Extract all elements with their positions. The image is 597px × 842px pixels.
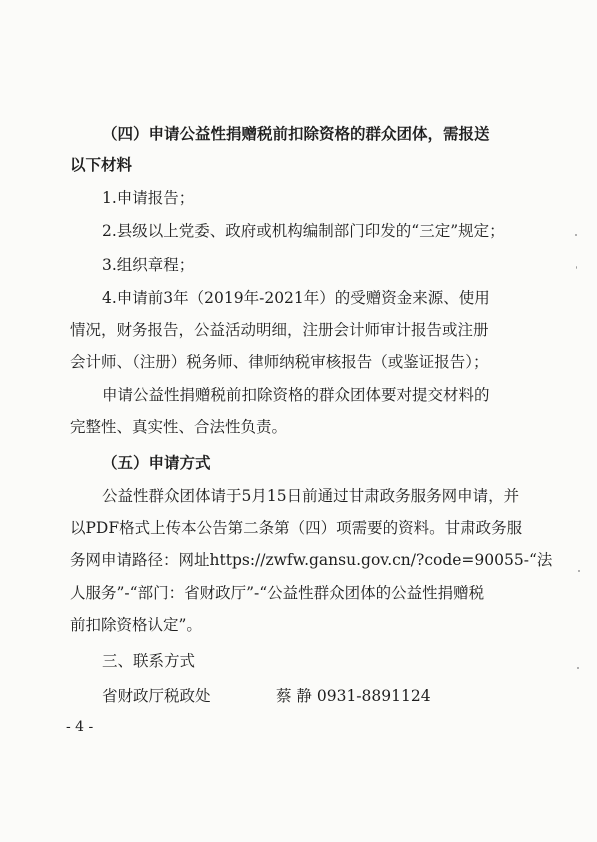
list-item: 4.申请前3年（2019年-2021年）的受赠资金来源、使用 (102, 289, 490, 307)
list-item-continuation: 情况，财务报告，公益活动明细，注册会计师审计报告或注册 (70, 321, 489, 339)
section4-heading-line2: 以下材料 (70, 155, 133, 174)
section3-heading: 三、联系方式 (102, 652, 196, 670)
scan-speck (576, 266, 577, 269)
section5-heading: （五）申请方式 (102, 453, 211, 472)
section5-paragraph: 务网申请路径：网址https://zwfw.gansu.gov.cn/?code=90055-“法 (70, 551, 553, 569)
scan-speck (578, 570, 580, 572)
scan-speck (577, 667, 579, 669)
page-number: - 4 - (66, 719, 94, 735)
list-item: 1.申请报告； (102, 189, 195, 207)
responsibility-text: 申请公益性捐赠税前扣除资格的群众团体要对提交材料的 (102, 386, 490, 404)
section5-paragraph: 人服务”-“部门：省财政厅”-“公益性群众团体的公益性捐赠税 (70, 584, 485, 602)
section5-paragraph: 前扣除资格认定”。 (70, 616, 202, 634)
list-item: 2.县级以上党委、政府或机构编制部门印发的“三定”规定； (102, 222, 505, 240)
list-item: 3.组织章程； (102, 256, 195, 274)
scan-speck (575, 234, 577, 236)
section5-paragraph: 公益性群众团体请于5月15日前通过甘肃政务服务网申请，并 (102, 487, 520, 505)
section5-paragraph: 以PDF格式上传本公告第二条第（四）项需要的资料。甘肃政务服 (70, 519, 523, 537)
section4-heading-line1: （四）申请公益性捐赠税前扣除资格的群众团体，需报送 (102, 124, 490, 143)
contact-department: 省财政厅税政处 (102, 687, 211, 705)
responsibility-text: 完整性、真实性、合法性负责。 (70, 418, 288, 436)
contact-person-phone: 蔡 静 0931-8891124 (276, 687, 431, 705)
list-item-continuation: 会计师、（注册）税务师、律师纳税审核报告（或鉴证报告）； (70, 353, 489, 371)
